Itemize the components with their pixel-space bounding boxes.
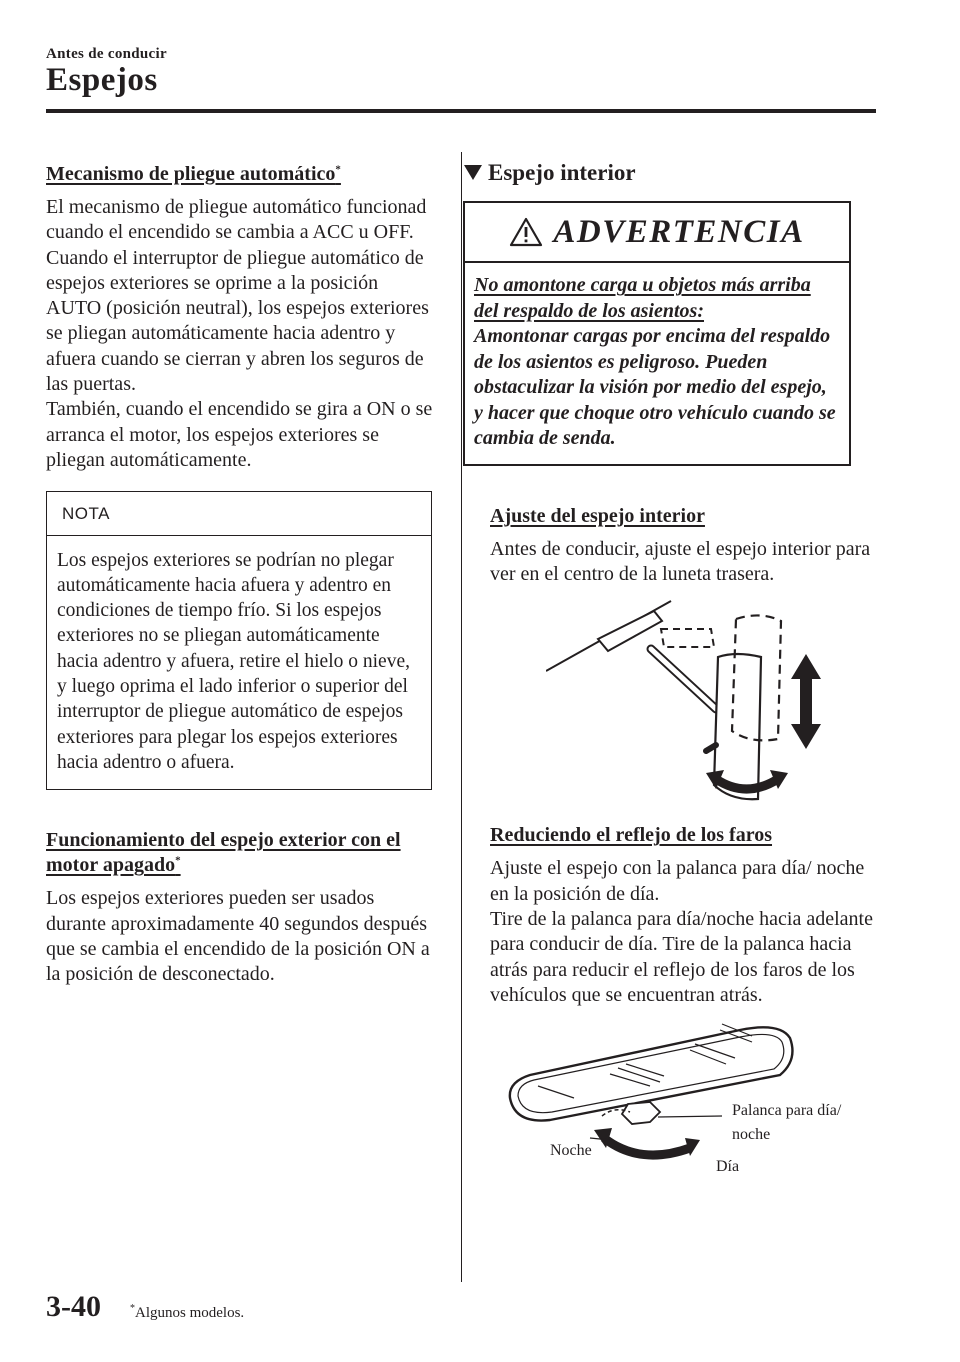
page-title: Espejos (46, 62, 158, 98)
engine-off-body: Los espejos exteriores pueden ser usados durante aproximadamente 40 segundos después que se cambia el encendido de la posición ON a la posición de desconectado. (46, 887, 430, 986)
lever-label-line-1: Palanca para día/ (732, 1102, 842, 1120)
adjust-body: Antes de conducir, ajuste el espejo interior para ver en el centro de la luneta trasera. (490, 537, 871, 586)
glare-paragraph-1: Ajuste el espejo con la palanca para día/ noche en la posición de día. (490, 857, 865, 905)
warning-lead: No amontone carga u objetos más arriba del respaldo de los asientos: (474, 274, 811, 322)
warning-box (463, 201, 851, 466)
interior-mirror-heading: Espejo interior (464, 160, 882, 185)
section-label: Antes de conducir (46, 46, 167, 62)
page-number: 3-40 (46, 1290, 101, 1323)
adjust-heading: Ajuste del espejo interior (490, 504, 705, 527)
footer-note: *Algunos modelos. (130, 1303, 245, 1321)
mirror-adjust-figure (546, 599, 846, 809)
day-label: Día (716, 1158, 740, 1176)
note-label: NOTA (47, 492, 431, 535)
warning-title: ADVERTENCIA (553, 213, 805, 250)
glare-paragraph-2: Tire de la palanca para día/noche hacia adelante para conducir de día. Tire de la palanca hacia atrás para reducir el reflejo de los faros de los vehículos que se encuentran atrás. (490, 907, 873, 1006)
glare-heading: Reduciendo el reflejo de los faros (490, 824, 773, 847)
warning-text: Amontonar cargas por encima del respaldo de los asientos es peligroso. Pueden obstaculizar la visión por medio del espejo, y hacer que choque otro vehículo cuando se cambia de senda. (474, 325, 836, 450)
engine-off-heading: Funcionamiento del espejo exterior con el motor apagado* (46, 829, 401, 877)
night-label: Noche (550, 1142, 592, 1160)
fold-paragraph-1: El mecanismo de pliegue automático funcionad cuando el encendido se cambia a ACC u OFF. (46, 196, 427, 244)
note-box (46, 491, 432, 790)
fold-paragraph-3: También, cuando el encendido se gira a ON o se arranca el motor, los espejos exteriores se pliegan automáticamente. (46, 398, 433, 471)
column-divider (461, 152, 462, 1282)
warning-body (465, 263, 849, 464)
fold-heading: Mecanismo de pliegue automático* (46, 163, 341, 185)
note-body: Los espejos exteriores se podrían no plegar automáticamente hacia afuera y adentro en condiciones de tiempo frío. Si los espejos exteriores no se pliegan automáticamente hacia adentro y afuera, retire el hielo o nieve, y luego oprima el lado inferior o superior del interruptor de pliegue automático de espejos exteriores para plegar los espejos exteriores hacia adentro o afuera. (57, 549, 410, 773)
warning-header (465, 203, 849, 263)
lever-label-line-2: noche (732, 1126, 771, 1144)
title-rule (46, 109, 876, 113)
warning-triangle-icon (509, 217, 543, 247)
day-night-figure (490, 1020, 882, 1190)
triangle-bullet-icon (464, 165, 482, 180)
left-column (46, 162, 434, 987)
fold-paragraph-2: Cuando el interruptor de pliegue automático de espejos exteriores se oprime a la posición AUTO (posición neutral), los espejos exteriores se pliegan automáticamente hacia adentro y afuera cuando se cierran y abren los seguros de las puertas. (46, 246, 429, 396)
right-column (474, 160, 882, 1190)
